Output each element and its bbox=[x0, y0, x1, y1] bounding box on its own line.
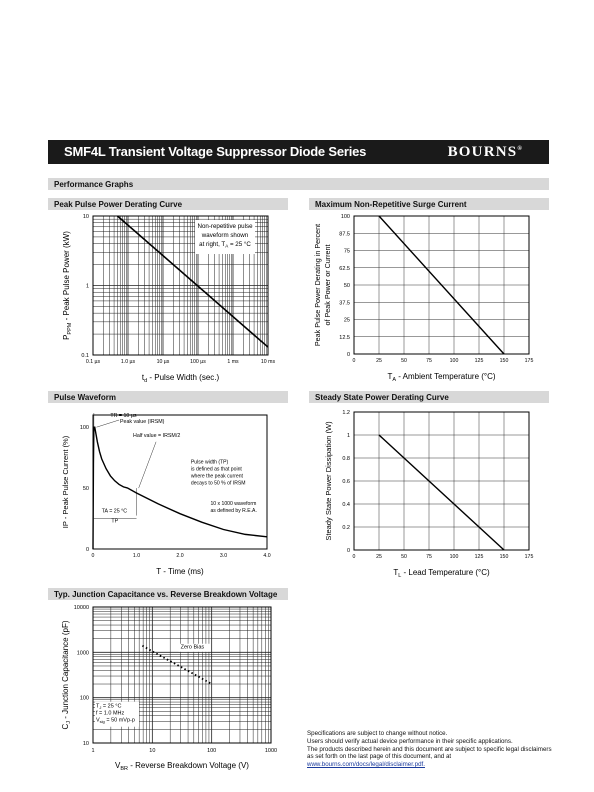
x-tick-label: 1000 bbox=[264, 748, 278, 754]
x-tick-label: 50 bbox=[401, 358, 407, 364]
label-part: V bbox=[96, 717, 100, 724]
y-axis-label: of Peak Power or Current bbox=[323, 244, 332, 326]
brand-logo: BOURNS® bbox=[447, 144, 523, 160]
y-tick-label: 1 bbox=[85, 283, 89, 290]
label-sub: J bbox=[99, 705, 102, 711]
y-tick-label: 1000 bbox=[76, 650, 89, 657]
series-line bbox=[379, 435, 504, 550]
y-tick-label: 100 bbox=[340, 214, 350, 220]
label-part: T bbox=[96, 703, 100, 710]
x-tick-label: 1.0 µs bbox=[120, 359, 136, 365]
label-sub: J bbox=[66, 720, 72, 724]
steady-state-chart bbox=[324, 410, 533, 579]
chart-title-steady-state: Steady State Power Derating Curve bbox=[309, 391, 549, 403]
pulse-width-note: Pulse width (TP) bbox=[190, 459, 229, 466]
x-tick-label: 1 ms bbox=[227, 359, 239, 365]
pulse-width-note: where the peak current bbox=[190, 473, 243, 480]
page-title: SMF4L Transient Voltage Suppressor Diode Series bbox=[64, 144, 367, 159]
label-part: - Pulse Width (sec.) bbox=[147, 373, 220, 382]
y-tick-label: 0.4 bbox=[342, 502, 350, 508]
tr-label: TR = 10 µs bbox=[110, 413, 137, 419]
y-tick-label: 100 bbox=[79, 425, 89, 432]
capacitance-chart bbox=[61, 605, 277, 772]
y-tick-label: 0 bbox=[85, 547, 89, 553]
y-tick-label: 100 bbox=[79, 695, 89, 702]
label-sub: L bbox=[398, 573, 402, 579]
x-tick-label: 0 bbox=[352, 358, 356, 364]
x-axis-label bbox=[115, 761, 249, 772]
x-tick-label: 175 bbox=[524, 358, 534, 364]
x-axis-label: T - Time (ms) bbox=[156, 567, 204, 576]
y-tick-label: 75 bbox=[343, 248, 350, 255]
y-axis-label: Steady State Power Dissipation (W) bbox=[324, 421, 333, 541]
label-sub: A bbox=[225, 243, 229, 249]
y-tick-label: 25 bbox=[343, 317, 350, 324]
y-tick-label: 10000 bbox=[73, 605, 89, 611]
label-part: V bbox=[115, 761, 121, 770]
y-tick-label: 0.2 bbox=[342, 525, 350, 531]
zero-bias-label: Zero Bias bbox=[180, 644, 205, 651]
x-tick-label: 25 bbox=[376, 554, 382, 560]
half-label: Half value = IRSM/2 bbox=[133, 432, 181, 439]
label-part: T bbox=[387, 372, 393, 381]
x-tick-label: 175 bbox=[524, 554, 534, 560]
annotation-line: waveform shown bbox=[201, 232, 249, 239]
peak-label: Peak value (IRSM) bbox=[119, 419, 165, 425]
disclaimer-line-4: as set forth on the last page of this document, and at bbox=[307, 753, 452, 761]
x-tick-label: 150 bbox=[499, 358, 509, 364]
x-tick-label: 125 bbox=[474, 554, 484, 560]
x-tick-label: 125 bbox=[474, 358, 484, 364]
label-sub: BR bbox=[120, 766, 129, 772]
y-axis-label bbox=[61, 620, 72, 729]
y-tick-label: 50 bbox=[82, 486, 89, 493]
label-part: - Peak Pulse Power (kW) bbox=[62, 231, 71, 323]
y-tick-label: 62.5 bbox=[339, 265, 350, 272]
disclaimer-line-2: Users should verify actual device performance in their specific applications. bbox=[307, 737, 513, 745]
chart-title-peak-pulse: Peak Pulse Power Derating Curve bbox=[48, 198, 288, 210]
waveform-note: as defined by R.E.A. bbox=[210, 508, 257, 515]
y-tick-label: 1 bbox=[346, 433, 350, 439]
label-part: - Ambient Temperature (°C) bbox=[396, 372, 496, 381]
y-tick-label: 12.5 bbox=[339, 334, 350, 341]
y-tick-label: 0.6 bbox=[342, 479, 350, 485]
x-tick-label: 2.0 bbox=[176, 553, 184, 559]
label-part: P bbox=[62, 334, 71, 340]
y-tick-label: 1.2 bbox=[342, 410, 350, 416]
label-sub: PPM bbox=[67, 322, 73, 335]
x-tick-label: 1 bbox=[91, 748, 95, 754]
conditions-line bbox=[96, 704, 121, 711]
leader-line bbox=[139, 442, 156, 488]
x-tick-label: 1.0 bbox=[132, 553, 141, 559]
x-tick-label: 25 bbox=[376, 358, 382, 364]
conditions-line bbox=[96, 718, 135, 725]
disclaimer bbox=[307, 730, 557, 769]
y-tick-label: 0.8 bbox=[342, 456, 350, 462]
x-tick-label: 150 bbox=[499, 554, 509, 560]
x-tick-label: 100 bbox=[449, 554, 459, 560]
x-tick-label: 50 bbox=[401, 554, 407, 560]
label-part: = 50 mVp-p bbox=[104, 717, 135, 724]
x-tick-label: 75 bbox=[426, 554, 432, 560]
label-part: - Reverse Breakdown Voltage (V) bbox=[128, 761, 249, 770]
chart-title-surge: Maximum Non-Repetitive Surge Current bbox=[309, 198, 549, 210]
x-tick-label: 0 bbox=[352, 554, 356, 560]
peak-pulse-chart bbox=[62, 214, 275, 384]
x-tick-label: 0 bbox=[91, 553, 95, 559]
y-tick-label: 10 bbox=[82, 741, 89, 747]
y-tick-label: 10 bbox=[82, 214, 89, 220]
pulse-width-note: decays to 50 % of IRSM bbox=[190, 480, 246, 487]
x-axis-label bbox=[142, 373, 220, 384]
label-sub: sig bbox=[99, 719, 105, 725]
x-tick-label: 10 bbox=[149, 748, 156, 754]
label-sub: d bbox=[144, 378, 148, 384]
x-tick-label: 3.0 bbox=[219, 553, 228, 559]
label-part: T bbox=[393, 568, 399, 577]
surge-current-chart bbox=[313, 214, 533, 383]
label-part: at right, T bbox=[199, 241, 226, 248]
x-tick-label: 100 bbox=[207, 748, 217, 754]
chart-title-pulse-waveform: Pulse Waveform bbox=[48, 391, 288, 403]
label-part: - Junction Capacitance (pF) bbox=[61, 620, 70, 721]
disclaimer-line-1: Specifications are subject to change without notice. bbox=[307, 730, 448, 737]
y-tick-label: 37.5 bbox=[339, 300, 350, 307]
y-tick-label: 0.1 bbox=[81, 353, 89, 359]
label-part: = 25 °C bbox=[228, 241, 251, 248]
leader-line bbox=[96, 420, 119, 427]
y-axis-label bbox=[62, 231, 73, 340]
label-part: - Lead Temperature (°C) bbox=[401, 568, 490, 577]
label-part: = 25 °C bbox=[101, 703, 122, 710]
conditions-line: f = 1.0 MHz bbox=[96, 710, 125, 717]
waveform-line bbox=[93, 427, 267, 549]
label-part: C bbox=[61, 723, 70, 730]
x-tick-label: 100 bbox=[449, 358, 459, 364]
waveform-note: 10 x 1000 waveform bbox=[210, 501, 257, 508]
pulse-waveform-chart bbox=[61, 413, 271, 576]
x-axis-label bbox=[387, 372, 495, 383]
x-tick-label: 100 µs bbox=[190, 359, 206, 365]
disclaimer-link[interactable]: www.bourns.com/docs/legal/disclaimer.pdf. bbox=[307, 761, 425, 769]
tp-label: TP bbox=[111, 518, 119, 525]
x-tick-label: 75 bbox=[426, 358, 432, 364]
y-tick-label: 50 bbox=[343, 283, 350, 289]
ta-label: TA = 25 °C bbox=[101, 508, 128, 515]
x-axis-label bbox=[393, 568, 490, 579]
y-axis-label: Peak Pulse Power Derating in Percent bbox=[313, 223, 322, 347]
y-tick-label: 0 bbox=[346, 548, 350, 554]
annotation-line: Non-repetitive pulse bbox=[197, 223, 253, 230]
label-sub: A bbox=[392, 377, 397, 383]
chart-title-capacitance: Typ. Junction Capacitance vs. Reverse Breakdown Voltage bbox=[48, 588, 288, 600]
disclaimer-line-3: The products described herein and this document are subject to specific legal disclaimers bbox=[307, 745, 552, 753]
label-part: t bbox=[141, 373, 145, 382]
section-performance-graphs: Performance Graphs bbox=[48, 178, 549, 190]
y-axis-label: IP - Peak Pulse Current (%) bbox=[61, 435, 70, 529]
pulse-width-note: is defined as that point bbox=[190, 466, 242, 473]
y-tick-label: 0 bbox=[346, 352, 350, 358]
x-tick-label: 4.0 bbox=[263, 553, 271, 559]
x-tick-label: 10 µs bbox=[156, 359, 170, 365]
x-tick-label: 10 ms bbox=[260, 359, 276, 365]
y-tick-label: 87.5 bbox=[339, 231, 350, 238]
x-tick-label: 0.1 µs bbox=[85, 359, 101, 365]
